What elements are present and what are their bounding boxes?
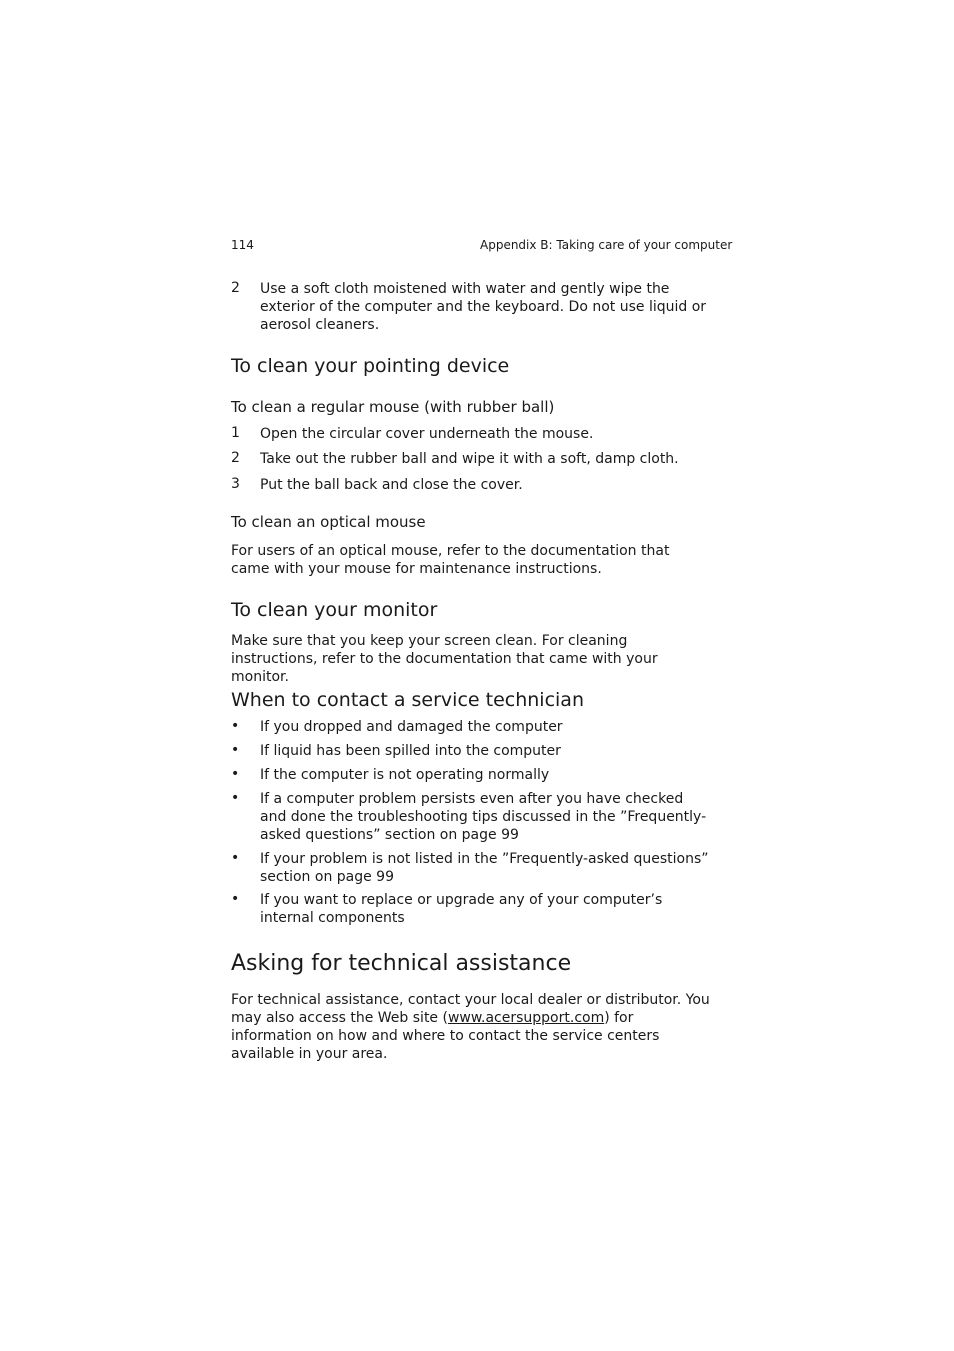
section-heading-pointing-device: To clean your pointing device (231, 355, 510, 377)
section-heading-monitor: To clean your monitor (231, 599, 438, 621)
step-text: Use a soft cloth moistened with water and gently wipe the exterior of the computer and the keyboard. Do not use liquid or aerosol cleaners. (260, 281, 707, 333)
list-item: If you want to replace or upgrade any of your computer’s internal components (260, 892, 663, 926)
list-item: If you dropped and damaged the computer (260, 719, 563, 735)
acersupport-link[interactable]: www.acersupport.com (447, 1010, 605, 1026)
step-number: 1 (231, 425, 240, 441)
assistance-text-before: For technical assistance, contact your local dealer or distributor. You may also access the Web site ( (231, 992, 710, 1026)
bullet-marker: • (231, 850, 240, 866)
page-number: 114 (231, 238, 254, 252)
optical-mouse-paragraph: For users of an optical mouse, refer to the documentation that came with your mouse for maintenance instructions. (231, 543, 670, 577)
section-heading-service-technician: When to contact a service technician (231, 689, 584, 711)
running-title: Appendix B: Taking care of your computer (480, 238, 733, 252)
chapter-heading-technical-assistance: Asking for technical assistance (231, 951, 572, 976)
bullet-marker: • (231, 790, 240, 806)
step-number: 2 (231, 280, 240, 296)
subheading-optical-mouse: To clean an optical mouse (231, 513, 426, 531)
assistance-text-after: ) for information on how and where to contact the service centers available in your area. (231, 1010, 660, 1062)
step-text: Put the ball back and close the cover. (260, 477, 523, 493)
bullet-marker: • (231, 742, 240, 758)
bullet-marker: • (231, 718, 240, 734)
list-item: If the computer is not operating normally (260, 767, 550, 783)
step-number: 3 (231, 476, 240, 492)
list-item: If liquid has been spilled into the computer (260, 743, 561, 759)
subheading-regular-mouse: To clean a regular mouse (with rubber ball) (231, 398, 555, 416)
assistance-paragraph (231, 991, 711, 1063)
bullet-marker: • (231, 891, 240, 907)
list-item: If your problem is not listed in the ”Frequently-asked questions” section on page 99 (260, 851, 709, 885)
bullet-marker: • (231, 766, 240, 782)
step-text: Open the circular cover underneath the mouse. (260, 426, 594, 442)
monitor-paragraph: Make sure that you keep your screen clean. For cleaning instructions, refer to the documentation that came with your monitor. (231, 633, 658, 685)
step-text: Take out the rubber ball and wipe it with a soft, damp cloth. (260, 451, 679, 467)
list-item: If a computer problem persists even after you have checked and done the troubleshooting tips discussed in the ”Frequently-asked questions” section on page 99 (260, 791, 707, 843)
step-number: 2 (231, 450, 240, 466)
